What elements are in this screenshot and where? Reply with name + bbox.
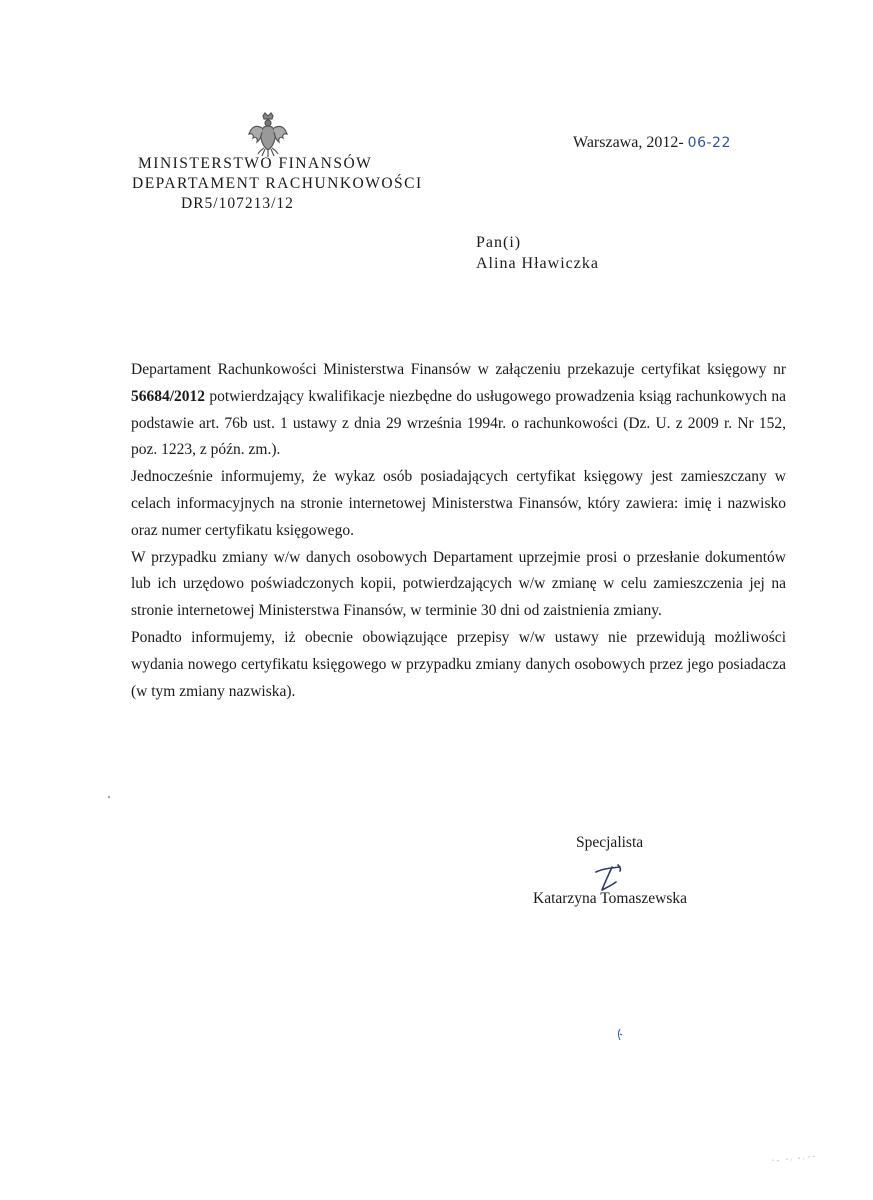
date-printed: Warszawa, 2012- [573,134,684,151]
body-paragraph-1 [131,357,786,464]
department-name: DEPARTAMENT RACHUNKOWOŚCI [132,175,423,192]
handwritten-signature-mark [590,864,626,892]
date-handwritten: 06-22 [687,135,731,151]
polish-eagle-emblem-icon [247,112,289,158]
addressee-salutation: Pan(i) [476,234,522,251]
body-paragraph-1-end: potwierdzający kwalifikacje niezbędne do usługowego prowadzenia ksiąg rachunkowych na podstawie art. 76b ust. 1 ustawy z dnia 29 września 1994r. o rachunkowości (Dz. U. z 2009 r. Nr 152, poz. 1223, z późn. zm.). [131,387,786,459]
ministry-header [132,154,423,214]
body-paragraph-2: Jednocześnie informujemy, że wykaz osób posiadających certyfikat księgowy jest zamieszczany w celach informacyjnych na stronie internetowej Ministerstwa Finansów, który zawiera: imię i nazwisko oraz numer certyfikatu księgowego. [131,468,786,539]
scan-speck [107,795,111,799]
scan-speckles [770,1150,820,1164]
body-paragraph-3: W przypadku zmiany w/w danych osobowych Departament uprzejmie prosi o przesłanie dokumentów lub ich urzędowo poświadczonych kopii, potwierdzających w/w zmianę w celu zamieszczenia jej na stronie internetowej Ministerstwa Finansów, w terminie 30 dni od zaistnienia zmiany. [131,548,786,620]
date-line [573,134,731,152]
reference-number: DR5/107213/12 [181,195,294,212]
addressee-name: Alina Hławiczka [476,255,599,272]
ministry-name: MINISTERSTWO FINANSÓW [138,155,373,172]
letter-body [131,357,786,705]
ink-mark [616,1028,624,1042]
signatory-name: Katarzyna Tomaszewska [533,890,687,907]
certificate-number: 56684/2012 [131,387,206,405]
body-paragraph-1-start: Departament Rachunkowości Ministerstwa Finansów w załączeniu przekazuje certyfikat księgowy nr [131,361,786,378]
addressee-block [476,232,599,274]
signatory-title: Specjalista [576,834,644,851]
body-paragraph-4: Ponadto informujemy, iż obecnie obowiązujące przepisy w/w ustawy nie przewidują możliwości wydania nowego certyfikatu księgowego w przypadku zmiany danych osobowych przez jego posiadacza (w tym zmiany nazwiska). [131,628,786,700]
